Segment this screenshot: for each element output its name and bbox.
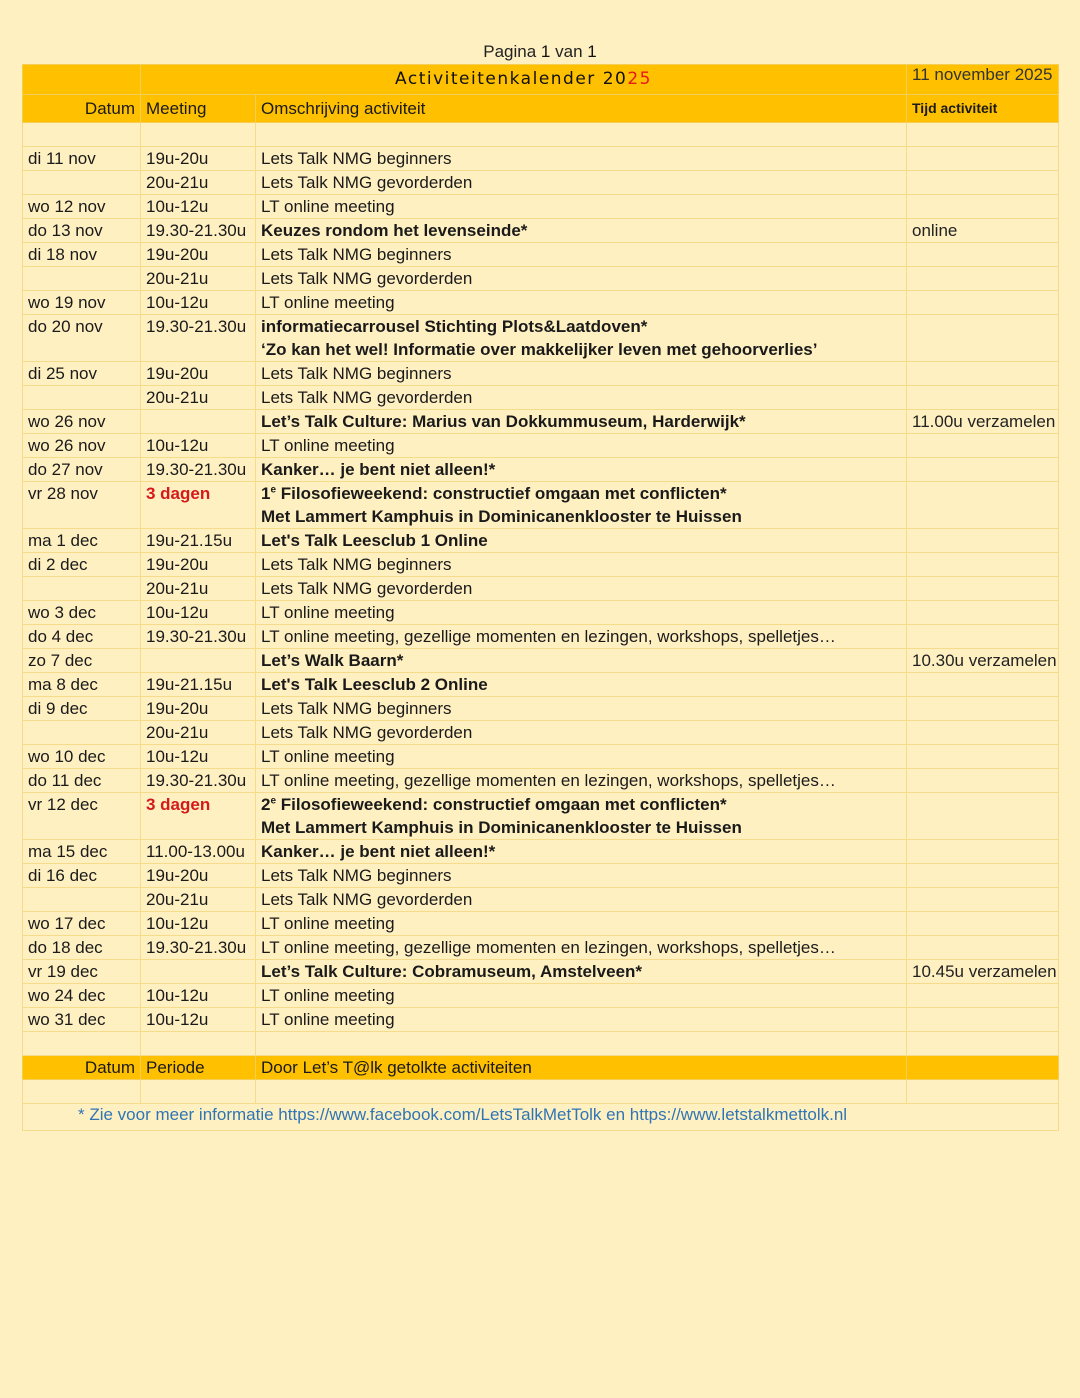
- date-cell: [23, 267, 141, 291]
- description-text: LT online meeting, gezellige momenten en lezingen, workshops, spelletjes…: [261, 627, 836, 646]
- description-cell: [256, 386, 907, 410]
- date-cell: [23, 171, 141, 195]
- activity-time-cell: [907, 984, 1059, 1008]
- date-cell: [23, 888, 141, 912]
- description-text: LT online meeting, gezellige momenten en lezingen, workshops, spelletjes…: [261, 771, 836, 790]
- table-row: [23, 577, 1059, 601]
- description-cell: [256, 864, 907, 888]
- activity-time-cell: [907, 434, 1059, 458]
- meeting-time-cell: 19u-21.15u: [141, 529, 256, 553]
- spacer-row: [23, 123, 1059, 147]
- table-row: [23, 960, 1059, 984]
- description-line: [261, 219, 901, 242]
- activity-time-cell: [907, 864, 1059, 888]
- table-row: [23, 410, 1059, 434]
- date-cell: do 4 dec: [23, 625, 141, 649]
- page-indicator: [0, 42, 1080, 62]
- description-cell: [256, 984, 907, 1008]
- meeting-time-cell: 19u-20u: [141, 697, 256, 721]
- description-line: [261, 960, 901, 983]
- ordinal-number: 1: [261, 484, 271, 503]
- empty-cell: [141, 1032, 256, 1056]
- activity-time-cell: [907, 362, 1059, 386]
- description-text: ‘Zo kan het wel! Informatie over makkelijker leven met gehoorverlies’: [261, 340, 818, 359]
- description-cell: [256, 840, 907, 864]
- description-text: LT online meeting: [261, 197, 395, 216]
- date-cell: di 9 dec: [23, 697, 141, 721]
- meeting-time-cell: [141, 960, 256, 984]
- empty-cell: [907, 123, 1059, 147]
- description-text: Filosofieweekend: constructief omgaan met conflicten*: [276, 795, 727, 814]
- activity-time-cell: [907, 243, 1059, 267]
- footnote-text: * Zie voor meer informatie https://www.facebook.com/LetsTalkMetTolk en https://www.letstalkmettolk.nl: [23, 1104, 1059, 1131]
- description-cell: [256, 697, 907, 721]
- meeting-time-cell: 10u-12u: [141, 291, 256, 315]
- date-cell: di 18 nov: [23, 243, 141, 267]
- description-cell: [256, 721, 907, 745]
- meeting-time-cell: 19.30-21.30u: [141, 315, 256, 362]
- activity-time-cell: [907, 936, 1059, 960]
- meeting-time-cell: 10u-12u: [141, 434, 256, 458]
- description-text: Let’s Talk Culture: Marius van Dokkummuseum, Harderwijk*: [261, 412, 746, 431]
- table-row: [23, 769, 1059, 793]
- meeting-time-cell: 20u-21u: [141, 888, 256, 912]
- table-row: [23, 243, 1059, 267]
- description-cell: [256, 171, 907, 195]
- legend-datum: Datum: [23, 1056, 141, 1080]
- spacer-row: [23, 1080, 1059, 1104]
- table-row: [23, 649, 1059, 673]
- description-text: Lets Talk NMG gevorderden: [261, 890, 473, 909]
- activity-time-cell: [907, 697, 1059, 721]
- ordinal-suffix: e: [270, 484, 277, 496]
- description-cell: [256, 912, 907, 936]
- table-row: [23, 601, 1059, 625]
- page-total: 1: [587, 42, 597, 61]
- meeting-time-cell: 19u-20u: [141, 243, 256, 267]
- date-cell: di 2 dec: [23, 553, 141, 577]
- activity-time-cell: [907, 315, 1059, 362]
- table-row: [23, 721, 1059, 745]
- description-line: [261, 386, 901, 409]
- description-cell: [256, 553, 907, 577]
- activity-time-cell: [907, 745, 1059, 769]
- date-cell: di 16 dec: [23, 864, 141, 888]
- description-line: [261, 243, 901, 266]
- meeting-time-cell: 20u-21u: [141, 386, 256, 410]
- description-cell: [256, 529, 907, 553]
- meeting-time-cell: 19.30-21.30u: [141, 219, 256, 243]
- description-line: [261, 553, 901, 576]
- description-line: [261, 195, 901, 218]
- activity-time-cell: [907, 553, 1059, 577]
- activity-time-cell: [907, 1008, 1059, 1032]
- activity-time-cell: [907, 267, 1059, 291]
- meeting-time-cell: 19u-20u: [141, 147, 256, 171]
- date-cell: di 11 nov: [23, 147, 141, 171]
- table-row: [23, 529, 1059, 553]
- description-line: [261, 505, 901, 528]
- activity-time-cell: [907, 291, 1059, 315]
- date-cell: ma 1 dec: [23, 529, 141, 553]
- description-cell: [256, 219, 907, 243]
- meeting-time-cell: 19.30-21.30u: [141, 936, 256, 960]
- meeting-time-cell: 19u-21.15u: [141, 673, 256, 697]
- activity-time-cell: [907, 673, 1059, 697]
- description-cell: [256, 960, 907, 984]
- description-line: [261, 1008, 901, 1031]
- description-cell: [256, 147, 907, 171]
- meeting-time-cell: 19.30-21.30u: [141, 625, 256, 649]
- date-cell: zo 7 dec: [23, 649, 141, 673]
- description-text: Let's Talk Leesclub 1 Online: [261, 531, 488, 550]
- date-cell: do 27 nov: [23, 458, 141, 482]
- title-empty-cell: [23, 65, 141, 95]
- empty-cell: [23, 1080, 141, 1104]
- description-cell: [256, 1008, 907, 1032]
- description-text: LT online meeting: [261, 914, 395, 933]
- table-row: [23, 840, 1059, 864]
- meeting-time-cell: 3 dagen: [141, 793, 256, 840]
- description-text: Lets Talk NMG gevorderden: [261, 269, 473, 288]
- meeting-time-cell: 19u-20u: [141, 864, 256, 888]
- table-row: [23, 864, 1059, 888]
- table-row: [23, 171, 1059, 195]
- activity-time-cell: [907, 482, 1059, 529]
- description-cell: [256, 267, 907, 291]
- description-text: LT online meeting: [261, 436, 395, 455]
- description-text: Met Lammert Kamphuis in Dominicanenklooster te Huissen: [261, 507, 742, 526]
- description-cell: [256, 936, 907, 960]
- date-cell: wo 10 dec: [23, 745, 141, 769]
- activity-time-cell: [907, 601, 1059, 625]
- description-text: Let's Talk Leesclub 2 Online: [261, 675, 488, 694]
- table-row: [23, 984, 1059, 1008]
- activity-time-cell: [907, 458, 1059, 482]
- meeting-time-cell: 19.30-21.30u: [141, 769, 256, 793]
- description-text: Met Lammert Kamphuis in Dominicanenklooster te Huissen: [261, 818, 742, 837]
- date-cell: [23, 386, 141, 410]
- page-title: [141, 65, 907, 95]
- description-text: LT online meeting: [261, 747, 395, 766]
- description-text: Filosofieweekend: constructief omgaan met conflicten*: [276, 484, 727, 503]
- empty-cell: [23, 1032, 141, 1056]
- date-cell: vr 19 dec: [23, 960, 141, 984]
- table-row: [23, 315, 1059, 362]
- description-text: Lets Talk NMG beginners: [261, 149, 452, 168]
- date-cell: wo 24 dec: [23, 984, 141, 1008]
- meeting-time-cell: 20u-21u: [141, 721, 256, 745]
- table-row: [23, 482, 1059, 529]
- description-text: Keuzes rondom het levenseinde*: [261, 221, 528, 240]
- table-row: [23, 793, 1059, 840]
- legend-empty: [907, 1056, 1059, 1080]
- description-line: [261, 745, 901, 768]
- page-label-prefix: Pagina: [483, 42, 537, 61]
- description-text: Kanker… je bent niet alleen!*: [261, 842, 496, 861]
- description-line: [261, 625, 901, 648]
- description-text: Lets Talk NMG beginners: [261, 866, 452, 885]
- date-cell: vr 28 nov: [23, 482, 141, 529]
- description-cell: [256, 793, 907, 840]
- description-text: LT online meeting: [261, 986, 395, 1005]
- description-line: [261, 793, 901, 816]
- description-cell: [256, 673, 907, 697]
- date-cell: do 11 dec: [23, 769, 141, 793]
- activity-time-cell: [907, 171, 1059, 195]
- activity-time-cell: [907, 769, 1059, 793]
- document-date: 11 november 2025: [907, 65, 1059, 95]
- description-text: Lets Talk NMG beginners: [261, 555, 452, 574]
- ordinal-number: 2: [261, 795, 271, 814]
- meeting-time-cell: 20u-21u: [141, 171, 256, 195]
- meeting-time-cell: 10u-12u: [141, 984, 256, 1008]
- meeting-time-cell: 10u-12u: [141, 1008, 256, 1032]
- title-text: Activiteitenkalender 20: [395, 69, 628, 89]
- description-text: LT online meeting: [261, 1010, 395, 1029]
- meeting-time-cell: 19u-20u: [141, 553, 256, 577]
- description-cell: [256, 482, 907, 529]
- description-cell: [256, 243, 907, 267]
- description-line: [261, 362, 901, 385]
- activity-time-cell: [907, 147, 1059, 171]
- empty-cell: [141, 1080, 256, 1104]
- table-row: [23, 386, 1059, 410]
- table-row: [23, 291, 1059, 315]
- description-line: [261, 410, 901, 433]
- activity-time-cell: [907, 577, 1059, 601]
- col-header-tijd: Tijd activiteit: [907, 95, 1059, 123]
- meeting-time-cell: 10u-12u: [141, 912, 256, 936]
- empty-cell: [23, 123, 141, 147]
- description-line: [261, 482, 901, 505]
- table-row: [23, 458, 1059, 482]
- meeting-time-cell: 20u-21u: [141, 267, 256, 291]
- table-row: [23, 1008, 1059, 1032]
- description-text: Lets Talk NMG beginners: [261, 364, 452, 383]
- description-line: [261, 864, 901, 887]
- legend-periode: Periode: [141, 1056, 256, 1080]
- activity-time-cell: 10.45u verzamelen: [907, 960, 1059, 984]
- description-line: [261, 171, 901, 194]
- description-line: [261, 936, 901, 959]
- date-cell: wo 3 dec: [23, 601, 141, 625]
- description-cell: [256, 577, 907, 601]
- meeting-time-cell: 20u-21u: [141, 577, 256, 601]
- ordinal-suffix: e: [270, 795, 277, 807]
- description-line: [261, 338, 901, 361]
- description-line: [261, 434, 901, 457]
- legend-row: [23, 1056, 1059, 1080]
- description-text: Let’s Walk Baarn*: [261, 651, 404, 670]
- table-row: [23, 267, 1059, 291]
- table-row: [23, 219, 1059, 243]
- table-row: [23, 553, 1059, 577]
- table-row: [23, 745, 1059, 769]
- activity-time-cell: 10.30u verzamelen: [907, 649, 1059, 673]
- description-line: [261, 673, 901, 696]
- date-cell: [23, 721, 141, 745]
- date-cell: [23, 577, 141, 601]
- description-line: [261, 601, 901, 624]
- activity-calendar-table: [22, 64, 1059, 1131]
- meeting-time-cell: 10u-12u: [141, 601, 256, 625]
- description-cell: [256, 195, 907, 219]
- meeting-time-cell: 19.30-21.30u: [141, 458, 256, 482]
- description-line: [261, 840, 901, 863]
- description-line: [261, 577, 901, 600]
- description-cell: [256, 649, 907, 673]
- activity-time-cell: [907, 386, 1059, 410]
- table-row: [23, 434, 1059, 458]
- footnote-row: [23, 1104, 1059, 1131]
- activity-time-cell: online: [907, 219, 1059, 243]
- description-cell: [256, 434, 907, 458]
- activity-time-cell: [907, 195, 1059, 219]
- description-line: [261, 147, 901, 170]
- description-cell: [256, 458, 907, 482]
- description-cell: [256, 410, 907, 434]
- description-line: [261, 649, 901, 672]
- empty-cell: [256, 123, 907, 147]
- description-line: [261, 769, 901, 792]
- legend-description: Door Let’s T@lk getolkte activiteiten: [256, 1056, 907, 1080]
- column-header-row: [23, 95, 1059, 123]
- empty-cell: [907, 1080, 1059, 1104]
- meeting-time-cell: [141, 410, 256, 434]
- description-text: LT online meeting: [261, 603, 395, 622]
- description-cell: [256, 625, 907, 649]
- description-text: Let’s Talk Culture: Cobramuseum, Amstelveen*: [261, 962, 643, 981]
- activity-time-cell: [907, 721, 1059, 745]
- description-text: Kanker… je bent niet alleen!*: [261, 460, 496, 479]
- description-cell: [256, 362, 907, 386]
- col-header-meeting: Meeting: [141, 95, 256, 123]
- table-row: [23, 697, 1059, 721]
- page-current: 1: [540, 42, 551, 61]
- activity-time-cell: [907, 529, 1059, 553]
- date-cell: di 25 nov: [23, 362, 141, 386]
- description-line: [261, 912, 901, 935]
- description-line: [261, 529, 901, 552]
- description-line: [261, 267, 901, 290]
- meeting-time-cell: [141, 649, 256, 673]
- description-line: [261, 816, 901, 839]
- date-cell: wo 19 nov: [23, 291, 141, 315]
- description-cell: [256, 291, 907, 315]
- empty-cell: [256, 1032, 907, 1056]
- activity-time-cell: [907, 793, 1059, 840]
- date-cell: wo 26 nov: [23, 434, 141, 458]
- description-text: informatiecarrousel Stichting Plots&Laatdoven*: [261, 317, 648, 336]
- table-row: [23, 147, 1059, 171]
- table-row: [23, 936, 1059, 960]
- date-cell: wo 12 nov: [23, 195, 141, 219]
- description-cell: [256, 745, 907, 769]
- date-cell: do 18 dec: [23, 936, 141, 960]
- meeting-time-cell: 10u-12u: [141, 195, 256, 219]
- date-cell: wo 26 nov: [23, 410, 141, 434]
- description-text: LT online meeting, gezellige momenten en lezingen, workshops, spelletjes…: [261, 938, 836, 957]
- description-text: Lets Talk NMG gevorderden: [261, 388, 473, 407]
- description-line: [261, 315, 901, 338]
- description-text: LT online meeting: [261, 293, 395, 312]
- empty-cell: [141, 123, 256, 147]
- table-row: [23, 912, 1059, 936]
- description-line: [261, 888, 901, 911]
- empty-cell: [907, 1032, 1059, 1056]
- date-cell: ma 15 dec: [23, 840, 141, 864]
- page-label-sep: van: [555, 42, 583, 61]
- date-cell: wo 17 dec: [23, 912, 141, 936]
- description-text: Lets Talk NMG beginners: [261, 245, 452, 264]
- table-row: [23, 673, 1059, 697]
- description-text: Lets Talk NMG beginners: [261, 699, 452, 718]
- table-row: [23, 362, 1059, 386]
- description-line: [261, 697, 901, 720]
- activity-time-cell: [907, 840, 1059, 864]
- description-line: [261, 458, 901, 481]
- table-row: [23, 888, 1059, 912]
- activity-time-cell: 11.00u verzamelen: [907, 410, 1059, 434]
- description-cell: [256, 888, 907, 912]
- description-cell: [256, 769, 907, 793]
- description-line: [261, 721, 901, 744]
- date-cell: vr 12 dec: [23, 793, 141, 840]
- activity-time-cell: [907, 888, 1059, 912]
- meeting-time-cell: 19u-20u: [141, 362, 256, 386]
- description-text: Lets Talk NMG gevorderden: [261, 723, 473, 742]
- empty-cell: [256, 1080, 907, 1104]
- meeting-time-cell: 11.00-13.00u: [141, 840, 256, 864]
- date-cell: do 20 nov: [23, 315, 141, 362]
- description-cell: [256, 601, 907, 625]
- title-row: [23, 65, 1059, 95]
- title-year-suffix: 25: [627, 69, 652, 89]
- date-cell: wo 31 dec: [23, 1008, 141, 1032]
- activity-time-cell: [907, 625, 1059, 649]
- meeting-time-cell: 3 dagen: [141, 482, 256, 529]
- description-line: [261, 984, 901, 1007]
- spacer-row: [23, 1032, 1059, 1056]
- table-row: [23, 195, 1059, 219]
- description-cell: [256, 315, 907, 362]
- description-text: Lets Talk NMG gevorderden: [261, 173, 473, 192]
- table-row: [23, 625, 1059, 649]
- col-header-datum: Datum: [23, 95, 141, 123]
- date-cell: ma 8 dec: [23, 673, 141, 697]
- col-header-omschrijving: Omschrijving activiteit: [256, 95, 907, 123]
- meeting-time-cell: 10u-12u: [141, 745, 256, 769]
- description-text: Lets Talk NMG gevorderden: [261, 579, 473, 598]
- activity-time-cell: [907, 912, 1059, 936]
- date-cell: do 13 nov: [23, 219, 141, 243]
- description-line: [261, 291, 901, 314]
